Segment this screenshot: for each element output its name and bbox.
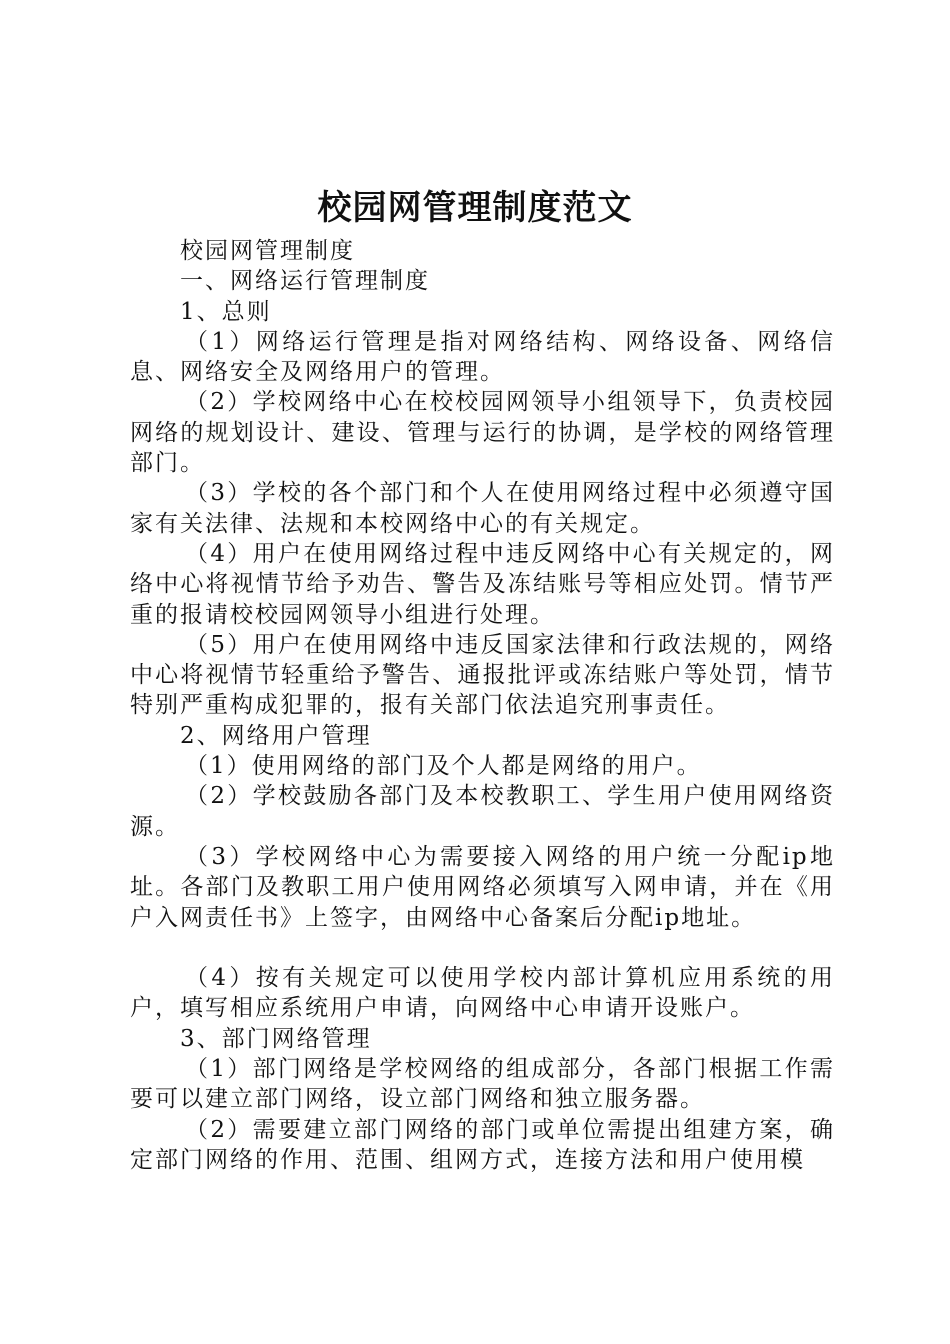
- paragraph: （1）使用网络的部门及个人都是网络的用户。: [185, 753, 702, 780]
- paragraph: （2）学校鼓励各部门及本校教职工、学生用户使用网络资源。: [130, 783, 835, 840]
- paragraph: （1）部门网络是学校网络的组成部分，各部门根据工作需要可以建立部门网络，设立部门网络和独立服务器。: [130, 1056, 835, 1113]
- paragraph: （2）学校网络中心在校校园网领导小组领导下，负责校园网络的规划设计、建设、管理与运行的协调，是学校的网络管理部门。: [130, 389, 835, 477]
- paragraph: （2）需要建立部门网络的部门或单位需提出组建方案，确定部门网络的作用、范围、组网方式，连接方法和用户使用模: [130, 1116, 835, 1173]
- paragraph: （1）网络运行管理是指对网络结构、网络设备、网络信息、网络安全及网络用户的管理。: [130, 328, 835, 386]
- document-title: 校园网管理制度范文: [317, 188, 633, 228]
- document-body: [130, 236, 835, 1175]
- section-heading: 2、网络用户管理: [180, 722, 372, 749]
- paragraph: （4）用户在使用网络过程中违反网络中心有关规定的，网络中心将视情节给予劝告、警告及冻结账号等相应处罚。情节严重的报请校校园网领导小组进行处理。: [130, 540, 835, 628]
- section-heading: 校园网管理制度: [180, 238, 355, 264]
- paragraph: （4）按有关规定可以使用学校内部计算机应用系统的用户，填写相应系统用户申请，向网络中心申请开设账户。: [130, 965, 835, 1022]
- section-heading: 3、部门网络管理: [180, 1025, 372, 1052]
- blank-line: [130, 933, 835, 963]
- section-heading: 1、总则: [180, 298, 272, 325]
- section-heading: 一、网络运行管理制度: [180, 268, 430, 295]
- paragraph: （3）学校网络中心为需要接入网络的用户统一分配ip地址。各部门及教职工用户使用网络必须填写入网申请，并在《用户入网责任书》上签字，由网络中心备案后分配ip地址。: [130, 843, 835, 931]
- paragraph: （5）用户在使用网络中违反国家法律和行政法规的，网络中心将视情节轻重给予警告、通报批评或冻结账户等处罚，情节特别严重构成犯罪的，报有关部门依法追究刑事责任。: [130, 631, 835, 719]
- paragraph: （3）学校的各个部门和个人在使用网络过程中必须遵守国家有关法律、法规和本校网络中心的有关规定。: [130, 480, 835, 537]
